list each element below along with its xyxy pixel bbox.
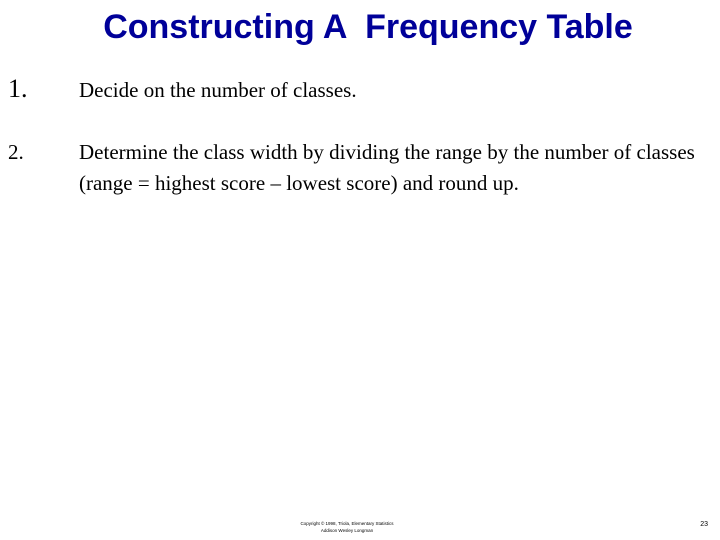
copyright-line: Copyright © 1998, Triola, Elementary Statistics xyxy=(300,521,394,526)
page-number: 23 xyxy=(700,521,708,528)
copyright-line: Addison Wesley Longman xyxy=(320,528,374,533)
step-text: Decide on the number of classes. xyxy=(79,78,357,102)
step-text: Determine the class width by dividing the range by the number of classes (range = highest score – lowest score) and round up. xyxy=(79,140,695,195)
step-number: 1. xyxy=(8,74,28,103)
step-number: 2. xyxy=(8,140,24,164)
slide-title: Constructing A Frequency Table xyxy=(103,8,633,46)
footer-copyright xyxy=(282,520,412,534)
